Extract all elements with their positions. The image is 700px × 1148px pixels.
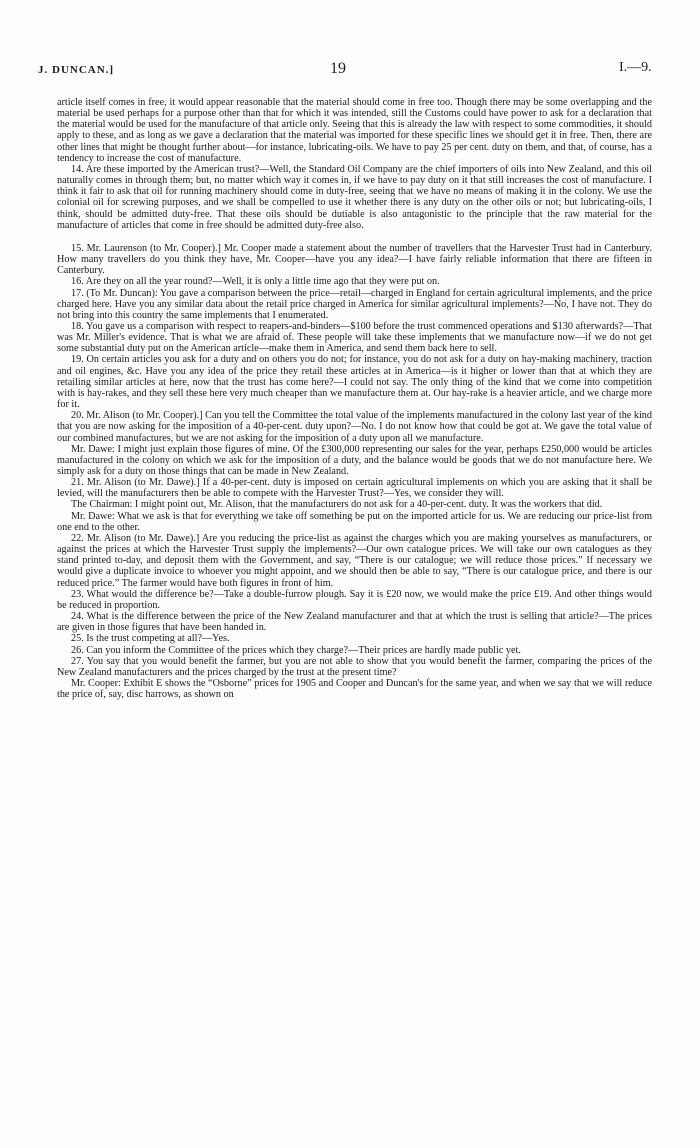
paragraph: 17. (To Mr. Duncan): You gave a comparison between the price—retail—charged in England for certain agricultural implements, and the price charged here. Have you any similar data about the retail price charged in America for similar agricultural implements?—No, I have not. They do not bring into this country the same implements that I enumerated.	[57, 287, 653, 321]
paragraph: 25. Is the trust competing at all?—Yes.	[71, 633, 230, 645]
document-reference: I.—9.	[619, 60, 652, 75]
page-number: 19	[330, 60, 346, 77]
paragraph: 26. Can you inform the Committee of the prices which they charge?—Their prices are hardly made public yet.	[71, 644, 521, 656]
paragraph: 23. What would the difference be?—Take a double-furrow plough. Say it is £20 now, we would make the price £19. And other things would be reduced in proportion.	[57, 588, 652, 611]
paragraph: Mr. Dawe: What we ask is that for everything we take off something be put on the imported article for us. We are reducing our price-list from one end to the other.	[57, 510, 652, 533]
paragraph: 22. Mr. Alison (to Mr. Dawe).] Are you reducing the price-list as against the charges which you are making yourselves as manufacturers, or against the prices at which the Harvester Trust supply the implements?—Our own catalogue prices. We will take our own catalogues as they stand printed to-day, and deposit them with the Government, and say, “There is our catalogue; we will reduce those prices.” If necessary we would give a duplicate invoice to whoever you might appoint, and we should then be able to say, “There is our catalogue price, and there is our reduced price.” The farmer would have both figures in front of him.	[57, 532, 652, 589]
paragraph: 24. What is the difference between the price of the New Zealand manufacturer and that at which the trust is selling that article?—The prices are given in those figures that have been handed in.	[57, 611, 652, 634]
paragraph: 20. Mr. Alison (to Mr. Cooper).] Can you tell the Committee the total value of the implements manufactured in the colony last year of the kind that you are now asking for the imposition of a 40-per-cent. duty upon?—No. I do not know how that could be got at. We gave the total value of our combined manufactures, but we are not asking for the imposition of a duty upon all we manufacture.	[57, 410, 652, 444]
paragraph: 15. Mr. Laurenson (to Mr. Cooper).] Mr. Cooper made a statement about the number of travellers that the Harvester Trust had in Canterbury. How many travellers do you think they have, Mr. Cooper—have you any idea?—I have fairly reliable information that there are fifteen in Canterbury.	[57, 242, 652, 277]
document-body	[57, 97, 652, 700]
paragraph: The Chairman: I might point out, Mr. Alison, that the manufacturers do not ask for a 40-per-cent. duty. It was the workers that did.	[71, 499, 603, 511]
paragraph: 14. Are these imported by the American trust?—Well, the Standard Oil Company are the chief importers of oils into New Zealand, and this oil naturally comes in through them; but, no matter which way it comes in, if we have to pay duty on it that still increases the cost of manufacture. I think it fair to ask that oil for running machinery should come in duty-free, seeing that we have no means of making it in the colony. We use the colonial oil for screwing purposes, and we shall be compelled to use it whether there is any duty on the other oils or not; but lubricating-oils, I think, should be admitted duty-free. That these oils should be dutiable is also antagonistic to the principle that the raw material for the manufacture of articles that come in free should be admitted duty-free also.	[57, 163, 652, 231]
paragraph: 27. You say that you would benefit the farmer, but you are not able to show that you would benefit the farmer, comparing the prices of the New Zealand manufacturers and the prices charged by the trust at the present time?	[57, 655, 652, 678]
paragraph: 21. Mr. Alison (to Mr. Dawe).] If a 40-per-cent. duty is imposed on certain agricultural implements on which you are asking that it shall be levied, will the manufacturers then be able to compete with the Harvester Trust?—Yes, we consider they will.	[57, 477, 652, 500]
paragraph: Mr. Cooper: Exhibit E shows the “Osborne” prices for 1905 and Cooper and Duncan's for the same year, and when we say that we will reduce the price of, say, disc harrows, as shown on	[57, 677, 652, 701]
paragraph: 18. You gave us a comparison with respect to reapers-and-binders—$100 before the trust commenced operations and $130 afterwards?—That was Mr. Miller's evidence. That is what we are afraid of. These people will take these implements that we manufacture now—if we do not get some substantial duty put on the American article—make them in America, and send them back here to sell.	[57, 320, 652, 355]
witness-header: J. DUNCAN.]	[38, 64, 115, 76]
paragraph: 19. On certain articles you ask for a duty and on others you do not; for instance, you do not ask for a duty on hay-making machinery, traction and oil engines, &c. Have you any idea of the price they retail these articles at in America—is it higher or lower than that at which they are retailing similar articles at here, now that the trust has come here?—I could not say. The only thing of the kind that we come into competition with is hay-rakes, and they sell these here very much cheaper than we manufacture them at. Our hay-rake is a heavier article, and we charge more for it.	[57, 354, 652, 411]
paragraph: Mr. Dawe: I might just explain those figures of mine. Of the £300,000 representing our sales for the year, perhaps £250,000 would be articles manufactured in the colony on which we ask for the imposition of a duty, and the balance would be goods that we do not manufacture here. We simply ask for a duty on those things that can be made in New Zealand.	[57, 443, 652, 477]
paragraph: article itself comes in free, it would appear reasonable that the material should come in free too. Though there may be some overlapping and the material be used perhaps for a purpose other than that for which it was intended, still the Customs could have power to ask for a declaration that the material would be used for the manufacture of that article only. Seeing that this is already the law with respect to some commodities, it should apply to these, and as long as we gave a declaration that the material was imported for these specific lines we should get it in free. Then, there are other lines that might be thought further about—for instance, lubricating-oils. We have to pay 25 per cent. duty on them, and that, of course, has a tendency to increase the cost of manufacture.	[57, 97, 652, 164]
paragraph: 16. Are they on all the year round?—Well, it is only a little time ago that they were put on.	[71, 276, 440, 288]
